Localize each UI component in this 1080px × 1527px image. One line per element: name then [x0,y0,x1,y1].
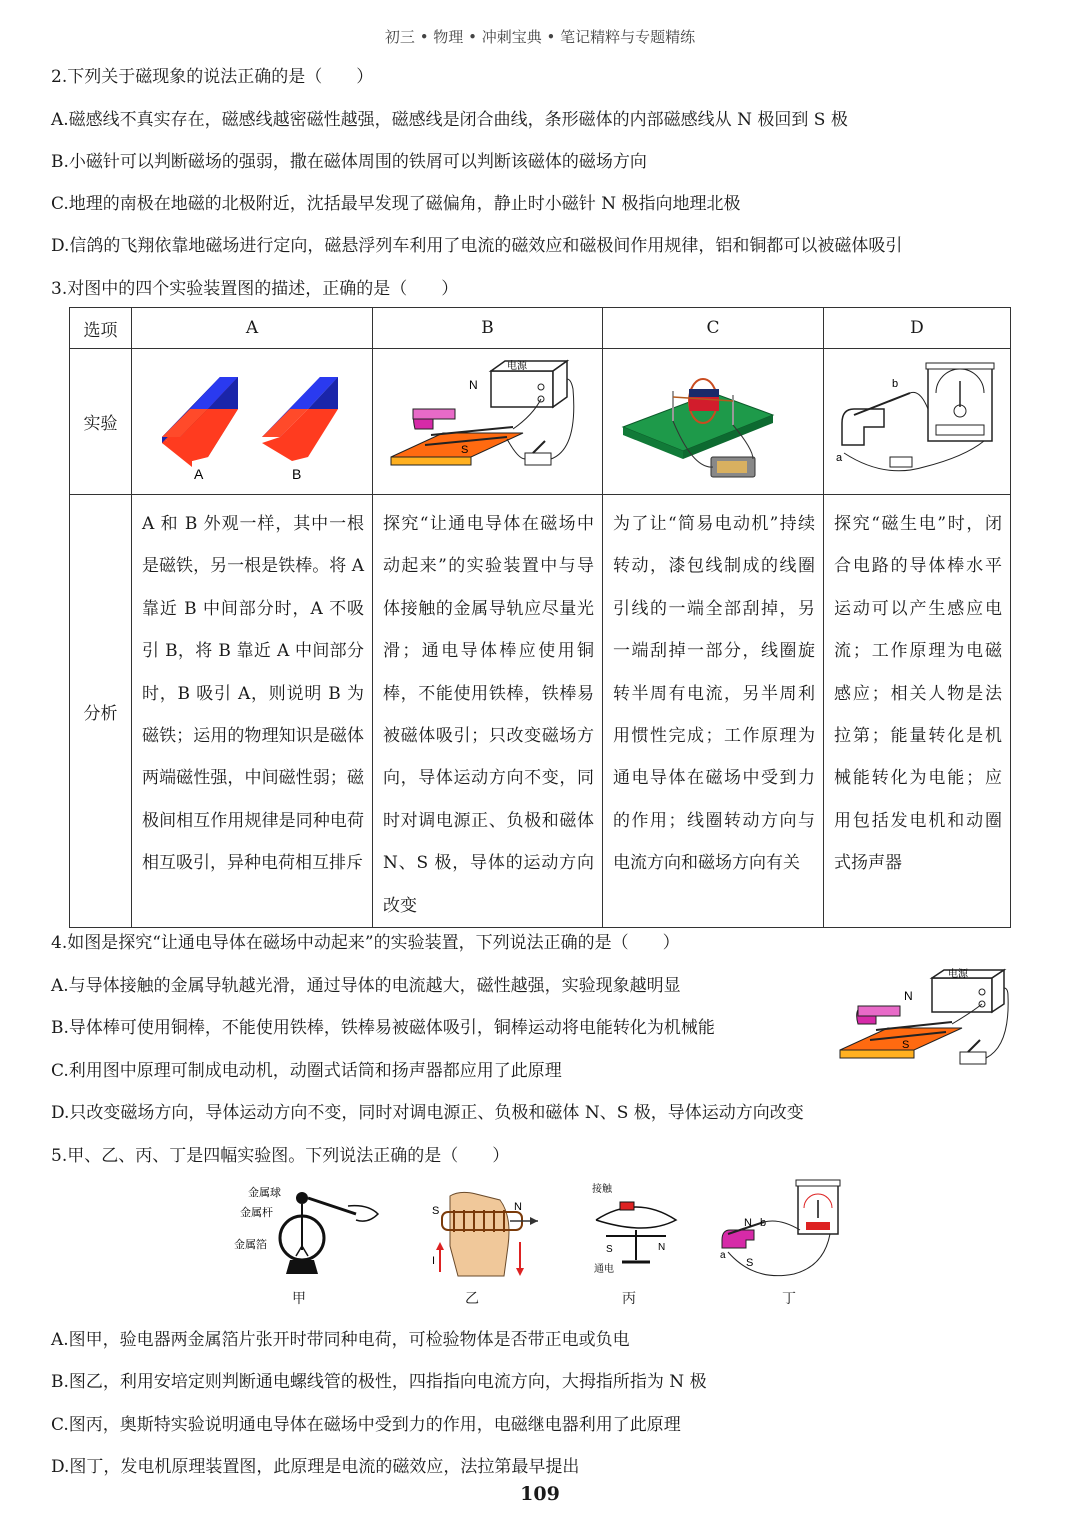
motor-rail-apparatus-illustration [373,349,603,489]
power-label: 电源 [507,361,527,372]
q3-table [69,307,1011,928]
caption-jia: 甲 [292,1291,306,1307]
q5-option-b[interactable]: B.图乙，利用安培定则判断通电螺线管的极性，四指指向电流方向，大拇指所指为 N 极 [51,1372,707,1392]
yi-s-label: S [432,1205,440,1217]
bar-magnet-b [262,377,338,461]
q4-option-d[interactable]: D.只改变磁场方向，导体运动方向不变，同时对调电源正、负极和磁体 N、S 极，导体运动方向改变 [51,1103,804,1123]
q4-option-b[interactable]: B.导体棒可使用铜棒，不能使用铁棒，铁棒易被磁体吸引，铜棒运动将电能转化为机械能 [51,1018,715,1038]
ding-a-label: a [720,1250,726,1261]
a-label: a [836,452,843,464]
oersted-experiment-image [586,1180,686,1280]
q4-n-label: N [904,989,913,1003]
solenoid-hand-image [420,1186,540,1282]
header-a: A [132,308,373,349]
b-label: b [892,378,899,390]
yi-n-label: N [514,1201,522,1213]
generator-galvanometer-illustration [824,349,1011,489]
q2-stem: 2.下列关于磁现象的说法正确的是（ ） [51,67,374,87]
analysis-b: 探究“让通电导体在磁场中动起来”的实验装置中与导体接触的金属导轨应尽量光滑；通电导体棒应使用铜棒，不能使用铁棒，铁棒易被磁体吸引；只改变磁场方向，导体运动方向不变，同时对调电源正、负极和磁体 N、S 极，导体的运动方向改变 [373,495,603,928]
experiment-c-image [603,349,824,495]
ding-b-label: b [760,1217,767,1229]
generator-setup-image [714,1178,844,1282]
s-pole-label: S [461,444,469,456]
q2-option-a[interactable]: A.磁感线不真实存在，磁感线越密磁性越强，磁感线是闭合曲线，条形磁体的内部磁感线从 N 极回到 S 极 [51,110,848,130]
header-b: B [373,308,603,349]
ding-n-label: N [744,1217,752,1229]
q5-stem: 5.甲、乙、丙、丁是四幅实验图。下列说法正确的是（ ） [51,1146,510,1166]
bing-n-label: N [658,1242,666,1253]
electroscope-image [228,1180,388,1276]
q5-option-d[interactable]: D.图丁，发电机原理装置图，此原理是电流的磁效应，法拉第最早提出 [51,1457,580,1477]
q4-option-a[interactable]: A.与导体接触的金属导轨越光滑，通过导体的电流越大，磁性越强，实验现象越明显 [51,976,681,996]
page-header: 初三 • 物理 • 冲刺宝典 • 笔记精粹与专题精练 [384,28,696,46]
jia-label-foil: 金属箔 [234,1239,267,1251]
experiment-b-image [373,349,603,495]
experiment-d-image [824,349,1011,495]
q2-option-b[interactable]: B.小磁针可以判断磁场的强弱，撒在磁体周围的铁屑可以判断该磁体的磁场方向 [51,152,647,172]
ding-s-label: S [746,1257,754,1269]
header-d: D [824,308,1011,349]
q2-option-d[interactable]: D.信鸽的飞翔依靠地磁场进行定向，磁悬浮列车利用了电流的磁效应和磁极间作用规律，铝和铜都可以被磁体吸引 [51,236,903,256]
magnet-b-label: B [292,466,302,482]
caption-bing: 丙 [622,1291,636,1307]
analysis-c: 为了让“简易电动机”持续转动，漆包线制成的线圈引线的一端全部刮掉，另一端刮掉一部分，线圈旋转半周有电流，另半周利用惯性完成；工作原理为通电导体在磁场中受到力的作用；线圈转动方向与电流方向和磁场方向有关 [603,495,824,928]
yi-i-label: I [432,1255,436,1267]
q4-s-label: S [902,1039,910,1051]
caption-ding: 丁 [782,1291,796,1307]
header-c: C [603,308,824,349]
experiment-a-image [132,349,373,495]
q4-option-c[interactable]: C.利用图中原理可制成电动机，动圈式话筒和扬声器都应用了此原理 [51,1061,562,1081]
jia-label-rod: 金属杆 [240,1207,273,1219]
q5-option-c[interactable]: C.图丙，奥斯特实验说明通电导体在磁场中受到力的作用，电磁继电器利用了此原理 [51,1415,681,1435]
bing-top-label: 接触 [592,1184,612,1195]
row-label-experiment: 实验 [70,349,132,495]
analysis-d: 探究“磁生电”时，闭合电路的导体棒水平运动可以产生感应电流；工作原理为电磁感应；相关人物是法拉第；能量转化是机械能转化为电能；应用包括发电机和动圈式扬声器 [824,495,1011,928]
caption-yi: 乙 [465,1291,479,1307]
magnet-a-label: A [194,466,204,482]
q5-option-a[interactable]: A.图甲，验电器两金属箔片张开时带同种电荷，可检验物体是否带正电或负电 [51,1330,630,1350]
bar-magnet-a [162,377,238,467]
q3-stem: 3.对图中的四个实验装置图的描述，正确的是（ ） [51,279,459,299]
n-pole-label: N [469,378,478,392]
simple-motor-illustration [603,349,824,489]
page-number: 109 [520,1483,560,1505]
header-option: 选项 [70,308,132,349]
bing-s-label: S [606,1244,613,1255]
two-bar-magnets-illustration [132,349,373,489]
q4-apparatus-image [832,966,1012,1076]
row-label-analysis: 分析 [70,495,132,928]
jia-label-ball: 金属球 [248,1187,281,1199]
q4-stem: 4.如图是探究“让通电导体在磁场中动起来”的实验装置，下列说法正确的是（ ） [51,933,680,953]
q4-power-label: 电源 [948,969,968,980]
bing-bottom-label: 通电 [594,1264,614,1275]
analysis-a: A 和 B 外观一样，其中一根是磁铁，另一根是铁棒。将 A 靠近 B 中间部分时，A 不吸引 B，将 B 靠近 A 中间部分时，B 吸引 A，则说明 B 为磁铁；运用的物理知识是磁体两端磁性强，中间磁性弱；磁极间相互作用规律是同种电荷相互吸引，异种电荷相互排斥 [132,495,373,928]
q2-option-c[interactable]: C.地理的南极在地磁的北极附近，沈括最早发现了磁偏角，静止时小磁针 N 极指向地理北极 [51,194,741,214]
